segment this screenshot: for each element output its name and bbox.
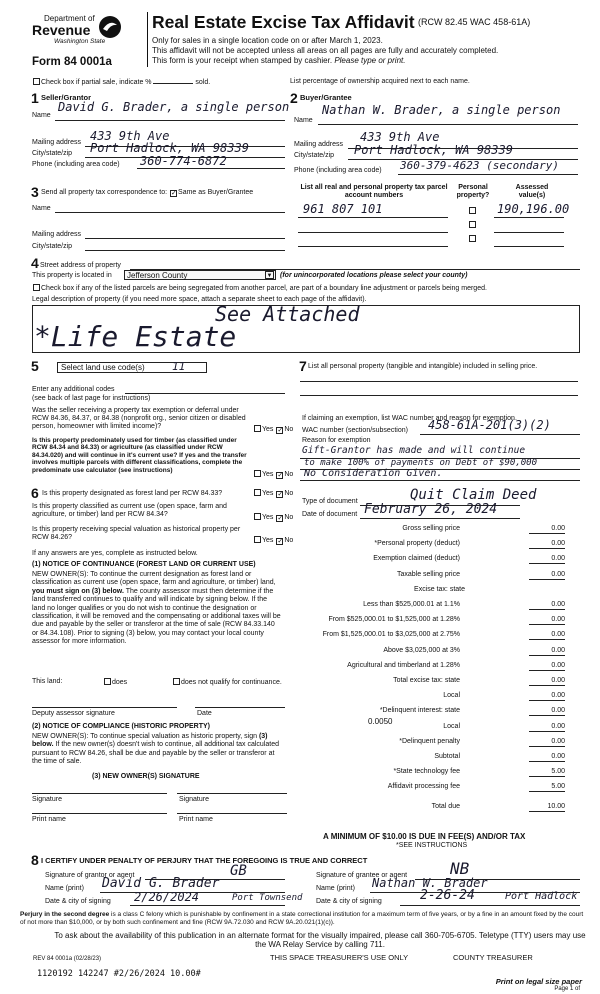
grantee-date-label: Date & city of signing xyxy=(316,898,382,905)
ownership-note: List percentage of ownership acquired next to each name. xyxy=(290,78,470,85)
fee-value[interactable]: 0.00 xyxy=(529,631,565,640)
no-label: No xyxy=(284,514,294,521)
s5-q1: Was the seller receiving a property tax exemption or deferral under RCW 84.36, 84.37, or 84.38 (nonprofit org., senior citizen or disabled person, homeowner with limited income)? xyxy=(32,407,246,431)
seller-city[interactable]: Port Hadlock, WA 98339 xyxy=(90,141,249,155)
dept-line3: Washington State xyxy=(54,38,106,45)
buyer-city-label: City/state/zip xyxy=(294,152,335,159)
doc-type-label: Type of document xyxy=(302,498,358,505)
county-select[interactable] xyxy=(124,270,276,280)
grantee-signature[interactable]: NB xyxy=(450,859,470,878)
s6-q3-yes[interactable] xyxy=(254,536,261,543)
no-label: No xyxy=(284,426,294,433)
form-number: Form 84 0001a xyxy=(32,56,112,68)
fee-label: *Personal property (deduct) xyxy=(374,540,460,548)
s5-q1-yes[interactable] xyxy=(254,425,261,432)
no-label: No xyxy=(284,490,294,497)
legal-desc-1: See Attached xyxy=(215,302,360,326)
receipt-stamp: 1120192 142247 #2/26/2024 10.00# xyxy=(37,969,201,979)
s8-heading: I CERTIFY UNDER PENALTY OF PERJURY THAT THE FOREGOING IS TRUE AND CORRECT xyxy=(41,856,368,865)
dept-logo xyxy=(30,14,150,58)
grantee-name-label: Name (print) xyxy=(316,885,355,892)
see-instructions: *SEE INSTRUCTIONS xyxy=(396,842,468,849)
answers-note: If any answers are yes, complete as instructed below. xyxy=(32,550,198,557)
buyer-heading: Buyer/Grantee xyxy=(300,93,352,102)
fee-label: From $1,525,000.01 to $3,025,000 at 2.75% xyxy=(322,631,460,639)
does-checkbox[interactable] xyxy=(104,678,111,685)
seller-city-label: City/state/zip xyxy=(32,150,73,157)
buyer-mailing[interactable]: 433 9th Ave xyxy=(360,130,440,144)
grantor-date[interactable]: 2/26/2024 xyxy=(134,890,200,904)
fee-label: Agricultural and timberland at 1.28% xyxy=(347,661,460,669)
parcel-col1: List all real and personal property tax parcel account numbers xyxy=(300,184,448,200)
doc-type[interactable]: Quit Claim Deed xyxy=(410,487,537,503)
yes-label: Yes xyxy=(262,471,274,478)
comp-body-b: If the new owner(s) doesn't wish to continue, all additional tax calculated pursuant to RCW 84.26, shall be due and payable by the seller or transferor at the time of sale. xyxy=(32,741,280,766)
cont-heading: (1) NOTICE OF CONTINUANCE (FOREST LAND OR CURRENT USE) xyxy=(32,561,256,568)
fee-value[interactable]: 0.00 xyxy=(529,601,565,610)
s5-q2-no[interactable]: ✓ xyxy=(277,472,284,479)
treasurer-use: THIS SPACE TREASURER'S USE ONLY xyxy=(270,953,409,962)
corr-suffix: Same as Buyer/Grantee xyxy=(178,189,254,196)
fee-value[interactable]: 0.00 xyxy=(529,616,565,625)
fee-label: Exemption claimed (deduct) xyxy=(373,555,460,563)
fee-label: From $525,000.01 to $1,525,000 at 1.28% xyxy=(328,616,460,624)
s6-q2: Is this property classified as current use (open space, farm and agriculture, or timber) land per RCW 84.34? xyxy=(32,503,227,519)
reason-3[interactable]: No Consideration Given. xyxy=(304,468,443,479)
fee-value[interactable]: 0.00 xyxy=(529,525,565,534)
does-label: does xyxy=(112,679,128,686)
wac-number[interactable]: 458-61A-201(3)(2) xyxy=(428,418,551,432)
grantor-name-label: Name (print) xyxy=(45,885,84,892)
county-treasurer: COUNTY TREASURER xyxy=(453,953,533,962)
s6-q2-yes[interactable] xyxy=(254,513,261,520)
grantor-date-label: Date & city of signing xyxy=(45,898,111,905)
does-not-label: does not qualify for continuance. xyxy=(181,679,282,686)
s5-q1-no[interactable]: ✓ xyxy=(277,427,284,434)
print-label-1: Print name xyxy=(32,816,66,823)
s6-q3-no[interactable]: ✓ xyxy=(277,538,284,545)
corr-mailing-label: Mailing address xyxy=(32,231,82,238)
local-rate: 0.0050 xyxy=(368,717,393,726)
fee-label: Affidavit processing fee xyxy=(387,783,460,791)
buyer-phone[interactable]: 360-379-4623 (secondary) xyxy=(400,159,559,172)
same-as-buyer-checkbox[interactable]: ✓ xyxy=(171,190,177,197)
fee-label: Total due xyxy=(431,802,460,810)
fee-value[interactable]: 0.00 xyxy=(529,540,565,549)
wa-logo-icon xyxy=(98,15,122,39)
segregated-label: Check box if any of the listed parcels are being segregated from another parcel, are part of a boundary line adjustment or parcels being merged. xyxy=(41,285,487,292)
reason-label: Reason for exemption xyxy=(302,437,371,444)
s6-q1: Is this property designated as forest land per RCW 84.33? xyxy=(42,490,223,497)
fee-label: Subtotal xyxy=(434,753,460,760)
sig-label-1: Signature xyxy=(32,796,62,803)
s6-q3: Is this property receiving special valuation as historical property per RCW 84.26? xyxy=(32,526,241,542)
reason-1[interactable]: Gift-Grantor has made and will continue xyxy=(302,445,526,456)
fee-label: *Delinquent penalty xyxy=(399,737,460,745)
seller-name-label: Name xyxy=(32,112,51,119)
seller-mailing[interactable]: 433 9th Ave xyxy=(90,129,170,143)
fee-value[interactable]: 0.00 xyxy=(529,692,565,701)
doc-date-label: Date of document xyxy=(302,511,358,518)
segregated-checkbox[interactable] xyxy=(33,284,40,291)
fee-value[interactable]: 0.00 xyxy=(529,555,565,564)
personal-property-checkbox-2[interactable] xyxy=(469,221,476,228)
perjury-emph: Perjury in the second degree xyxy=(20,911,110,918)
cont-body-b: The county assessor must then determine if the land transferred continues to qualify and will indicate by signing below. If the land no longer qualifies or you do not wish to continue the designation or classification, it will be removed and the compensating or additional taxes will be due and payable by the seller or transferor at the time of sale (RCW 84.33.140 or 84.34.108). Prior to signing (3) below, you may contact your local county assessor for more information. xyxy=(32,587,281,646)
personal-property-checkbox-1[interactable] xyxy=(469,207,476,214)
deputy-sig-label: Deputy assessor signature xyxy=(32,710,115,717)
legal-label: Legal description of property (if you need more space, attach a separate sheet to each page of the affidavit). xyxy=(32,296,367,303)
located-label: This property is located in xyxy=(32,272,112,279)
land-use-value: 11 xyxy=(172,360,186,373)
fee-value[interactable]: 0.00 xyxy=(529,723,565,732)
comp-body-a: NEW OWNER(S): To continue special valuation as historic property, sign xyxy=(32,733,257,740)
note-1: Only for sales in a single location code on or after March 1, 2023. xyxy=(152,36,383,45)
wac-label: WAC number (section/subsection) xyxy=(302,427,408,434)
parcel-col3: Assessed value(s) xyxy=(515,184,549,200)
grantee-date[interactable]: 2-26-24 xyxy=(420,888,475,903)
rev-number: REV 84 0001a (02/28/23) xyxy=(33,956,102,962)
buyer-name-label: Name xyxy=(294,117,313,124)
corr-label: Send all property tax correspondence to: xyxy=(41,189,168,196)
cont-body-emph: you must sign on (3) below. xyxy=(32,587,124,595)
partial-label: Check box if partial sale, indicate % xyxy=(41,79,152,86)
fee-value[interactable]: 0.00 xyxy=(529,571,565,580)
fee-label: Excise tax: state xyxy=(414,585,465,593)
fee-label: *State technology fee xyxy=(393,768,460,776)
doc-date[interactable]: February 26, 2024 xyxy=(364,502,498,517)
grantor-sig-label: Signature of grantor or agent xyxy=(45,872,135,879)
buyer-city[interactable]: Port Hadlock, WA 98339 xyxy=(354,143,513,157)
yes-label: Yes xyxy=(262,490,274,497)
print-label-2: Print name xyxy=(179,816,213,823)
buyer-mailing-label: Mailing address xyxy=(294,141,344,148)
fee-label: Less than $525,000.01 at 1.1% xyxy=(363,601,460,608)
page-number: Page 1 of xyxy=(554,986,580,992)
s5-q2-yes[interactable] xyxy=(254,470,261,477)
seller-mailing-label: Mailing address xyxy=(32,139,82,146)
does-not-checkbox[interactable] xyxy=(173,678,180,685)
fee-value[interactable]: 0.00 xyxy=(529,753,565,762)
fee-label: Taxable selling price xyxy=(396,570,460,578)
sig-label-2: Signature xyxy=(179,796,209,803)
county-value: Jefferson County xyxy=(127,271,188,280)
s7-heading: List all personal property (tangible and intangible) included in selling price. xyxy=(308,363,538,370)
legal-size-note: Print on legal size paper xyxy=(495,977,582,986)
s6-q2-no[interactable]: ✓ xyxy=(277,515,284,522)
note-3: This form is your receipt when stamped by cashier. xyxy=(152,56,333,65)
cont-body xyxy=(32,571,282,647)
s5-q2: Is this property predominately used for timber (as classified under RCW 84.34 and 84.33) or agriculture (as classified under RCW 84.34.020) and will continue in it's current use? If yes and the transfer involves multiple parcels with different classifications, complete the predominate use calculator (see instructions) xyxy=(32,437,247,474)
fee-value[interactable]: 0.00 xyxy=(529,707,565,716)
yes-label: Yes xyxy=(262,426,274,433)
reason-2[interactable]: to make 100% of payments on Debt of $90,000 xyxy=(304,458,537,468)
fee-label: Local xyxy=(443,722,460,730)
grantor-city[interactable]: Port Townsend xyxy=(232,893,303,903)
exemption-label: If claiming an exemption, list WAC number and reason for exemption. xyxy=(302,415,517,422)
grantee-sig-label: Signature of grantee or agent xyxy=(316,872,408,879)
buyer-name[interactable]: Nathan W. Brader, a single person xyxy=(322,103,561,117)
grantor-name[interactable]: David G. Brader xyxy=(102,876,220,891)
fee-value[interactable]: 5.00 xyxy=(529,783,565,792)
seller-phone-label: Phone (including area code) xyxy=(32,161,120,168)
fee-label: Total excise tax: state xyxy=(393,677,460,684)
fee-value[interactable]: 0.00 xyxy=(529,677,565,686)
form-rcw: (RCW 82.45 WAC 458-61A) xyxy=(418,17,531,27)
seller-name[interactable]: David G. Brader, a single person xyxy=(58,100,290,114)
form-title: Real Estate Excise Tax Affidavit xyxy=(152,12,415,32)
land-use-label: Select land use code(s) xyxy=(61,363,145,372)
corr-city-label: City/state/zip xyxy=(32,243,73,250)
comp-body xyxy=(32,733,284,767)
no-label: No xyxy=(284,537,294,544)
note-2: This affidavit will not be accepted unless all areas on all pages are fully and accurately completed. xyxy=(152,46,499,55)
fee-value[interactable]: 5.00 xyxy=(529,768,565,777)
yes-label: Yes xyxy=(262,514,274,521)
no-label: No xyxy=(284,471,294,478)
fee-value[interactable]: 0.00 xyxy=(529,647,565,656)
note-3-emph: Please type or print. xyxy=(334,56,406,65)
yes-label: Yes xyxy=(262,537,274,544)
assessed-value[interactable]: 190,196.00 xyxy=(497,202,570,216)
fee-label: Gross selling price xyxy=(402,525,460,532)
partial-suffix: sold. xyxy=(195,79,211,86)
land-use-select[interactable] xyxy=(57,362,207,373)
s6-q1-yes[interactable] xyxy=(254,489,261,496)
street-label: Street address of property xyxy=(40,262,121,269)
perjury-note xyxy=(20,911,586,927)
parcel-col2: Personal property? xyxy=(456,184,490,200)
minimum-note: A MINIMUM OF $10.00 IS DUE IN FEE(S) AND/OR TAX xyxy=(323,832,526,841)
fee-value[interactable]: 0.00 xyxy=(529,662,565,671)
personal-property-checkbox-3[interactable] xyxy=(469,235,476,242)
partial-sale-checkbox[interactable] xyxy=(33,78,40,85)
grantee-city[interactable]: Port Hadlock xyxy=(505,891,578,902)
see-back: (see back of last page for instructions) xyxy=(32,395,151,402)
fee-label: Above $3,025,000 at 3% xyxy=(383,646,460,654)
buyer-phone-label: Phone (including area code) xyxy=(294,167,382,174)
parcel-number[interactable]: 961 807 101 xyxy=(303,202,383,216)
corr-name-label: Name xyxy=(32,205,51,212)
s6-q1-no[interactable]: ✓ xyxy=(277,491,284,498)
comp-heading: (2) NOTICE OF COMPLIANCE (HISTORIC PROPERTY) xyxy=(32,723,210,730)
new-owner-sig-heading: (3) NEW OWNER(S) SIGNATURE xyxy=(92,773,200,780)
deputy-date-label: Date xyxy=(197,710,212,717)
county-note: (for unincorporated locations please select your county) xyxy=(280,272,468,279)
grantee-name[interactable]: Nathan W. Brader xyxy=(372,876,488,890)
chevron-down-icon: ▼ xyxy=(266,273,273,279)
legal-desc-2: *Life Estate xyxy=(34,320,237,353)
comp-body-emph: (3) below. xyxy=(32,733,268,749)
dept-line1: Department of xyxy=(44,14,95,23)
enter-codes-label: Enter any additional codes xyxy=(32,386,115,393)
fee-value[interactable]: 0.00 xyxy=(529,738,565,747)
fee-label: *Delinquent interest: state xyxy=(379,707,460,715)
fee-value[interactable]: 10.00 xyxy=(529,803,565,812)
seller-heading: Seller/Grantor xyxy=(41,93,92,102)
perjury-body: is a class C felony which is punishable by confinement in a state correctional institution for a maximum term of five years, or by a fine in an amount fixed by the court of not more than $10,000, or by both such confinement and fine (RCW 9A.72.030 and RCW 9A.20.021(1)(c)). xyxy=(20,911,584,926)
ask-note: To ask about the availability of this publication in an alternate format for the visually impaired, please call 360-705-6705. Teletype (TTY) users may use the WA Relay Service by calling 711. xyxy=(54,931,586,950)
seller-phone[interactable]: 360-774-6872 xyxy=(140,154,227,168)
this-land: This land: xyxy=(32,678,63,685)
cont-body-a: NEW OWNER(S): To continue the current designation as forest land or classification as current use (open space, farm and agriculture, or timber) land, xyxy=(32,571,276,587)
dept-line2: Revenue xyxy=(32,22,91,38)
fee-label: Local xyxy=(443,692,460,700)
grantor-signature[interactable]: GB xyxy=(230,863,247,879)
